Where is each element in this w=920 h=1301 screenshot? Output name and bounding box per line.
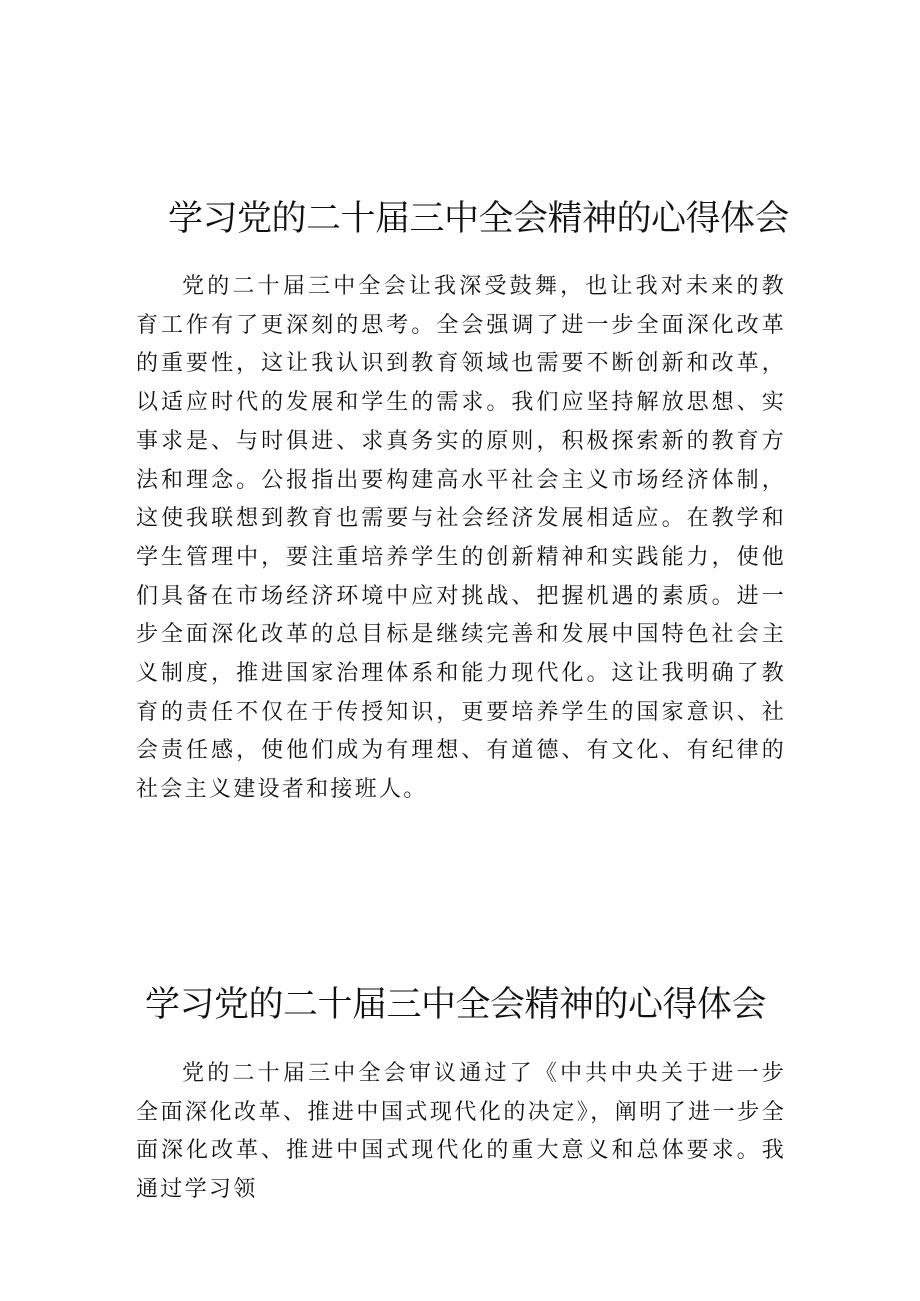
section-title: 学习党的二十届三中全会精神的心得体会 bbox=[168, 199, 790, 240]
body-paragraph: 党的二十届三中全会审议通过了《中共中央关于进一步全面深化改革、推进中国式现代化的决定》，阐明了进一步全面深化改革、推进中国式现代化的重大意义和总体要求。我通过学习领 bbox=[136, 1061, 786, 1203]
section-title: 学习党的二十届三中全会精神的心得体会 bbox=[145, 985, 767, 1026]
body-paragraph: 党的二十届三中全会让我深受鼓舞，也让我对未来的教育工作有了更深刻的思考。全会强调了进一步全面深化改革的重要性，这让我认识到教育领域也需要不断创新和改革，以适应时代的发展和学生的需求。我们应坚持解放思想、实事求是、与时俱进、求真务实的原则，积极探索新的教育方法和理念。公报指出要构建高水平社会主义市场经济体制，这使我联想到教育也需要与社会经济发展相适应。在教学和学生管理中，要注重培养学生的创新精神和实践能力，使他们具备在市场经济环境中应对挑战、把握机遇的素质。进一步全面深化改革的总目标是继续完善和发展中国特色社会主义制度，推进国家治理体系和能力现代化。这让我明确了教育的责任不仅在于传授知识，更要培养学生的国家意识、社会责任感，使他们成为有理想、有道德、有文化、有纪律的社会主义建设者和接班人。 bbox=[136, 274, 786, 803]
